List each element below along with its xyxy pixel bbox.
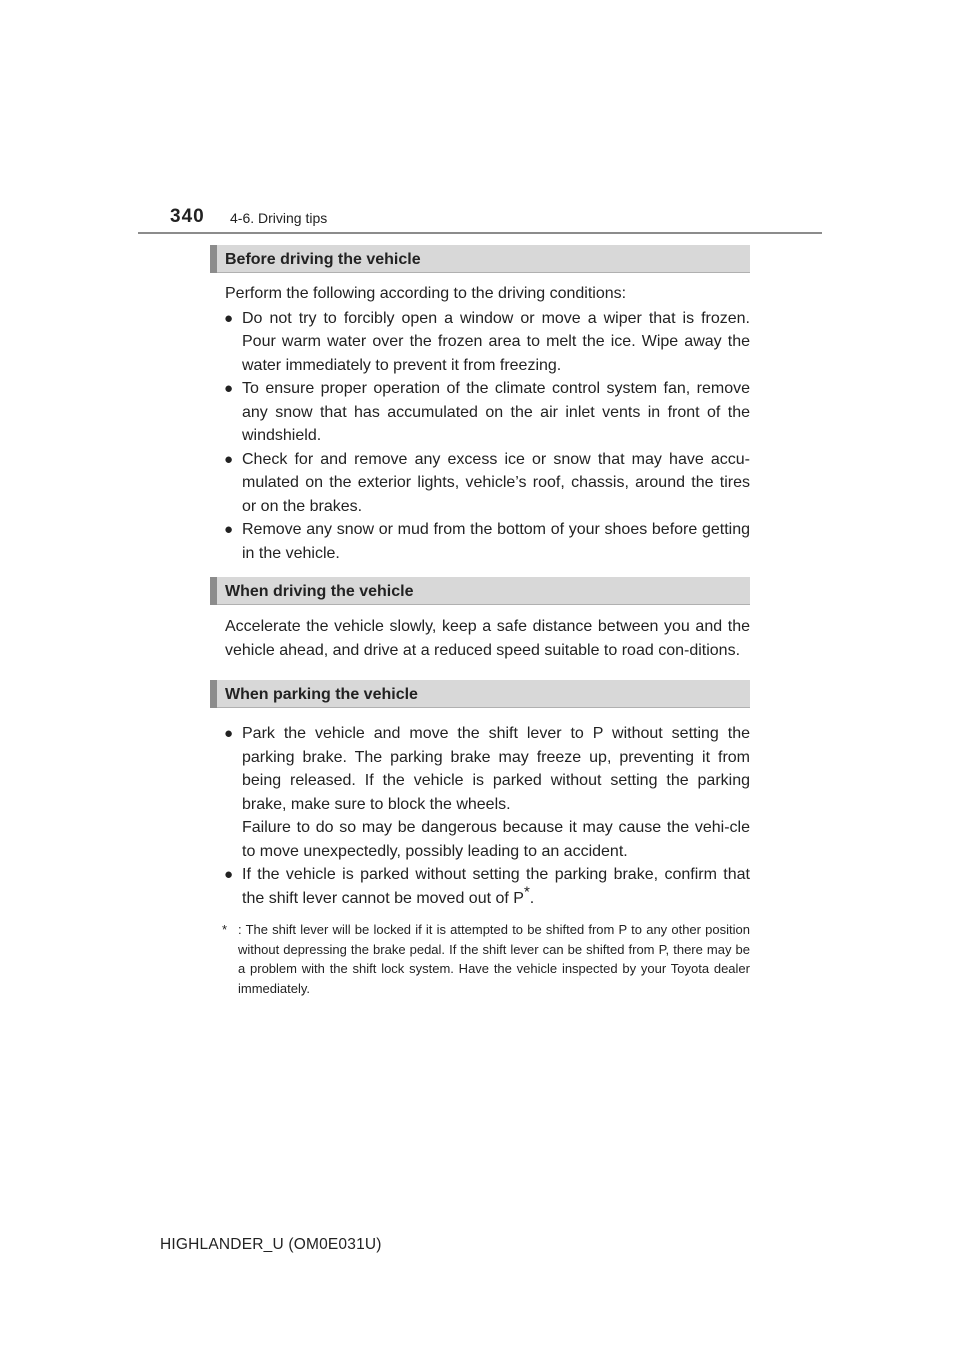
bullet-text: If the vehicle is parked without setting the parking brake, confirm that the shift lever cannot be moved out of P — [242, 866, 750, 907]
bullet-text: Remove any snow or mud from the bottom of your shoes before getting in the vehicle. — [242, 521, 750, 562]
section-paragraph: Accelerate the vehicle slowly, keep a safe distance between you and the vehicle ahead, and drive at a reduced speed suitable to road con-ditions. — [225, 618, 750, 659]
bullet-continuation: Failure to do so may be dangerous because it may cause the vehi-cle to move unexpectedly, possibly leading to an accident. — [242, 819, 750, 860]
section-heading-when-parking: When parking the vehicle — [210, 680, 750, 708]
section-heading-when-driving: When driving the vehicle — [210, 577, 750, 605]
chapter-section-title: 4-6. Driving tips — [230, 210, 328, 226]
bullet-text: Check for and remove any excess ice or snow that may have accu-mulated on the exterior lights, vehicle’s roof, chassis, around the tires or on the brakes. — [242, 450, 750, 515]
bullet-icon: ● — [224, 521, 234, 538]
bullet-icon: ● — [224, 309, 234, 327]
bullet-icon: ● — [224, 450, 234, 468]
bullet-icon: ● — [224, 866, 234, 883]
footnote-mark: * — [222, 922, 228, 937]
bullet-item — [210, 377, 750, 448]
sentence-period: . — [529, 889, 535, 907]
bullet-item — [210, 863, 750, 910]
bullet-text: To ensure proper operation of the climate control system fan, remove any snow that has accumulated on the air inlet vents in front of the windshield. — [242, 380, 750, 444]
footnote-text: : The shift lever will be locked if it is attempted to be shifted from P to any other position without depressing the brake pedal. If the shift lever can be shifted from P, there may be a problem with the shift lock system. Have the vehicle inspected by your Toyota dealer immediately. — [238, 922, 750, 996]
section-intro: Perform the following according to the driving conditions: — [225, 285, 627, 302]
bullet-text: Do not try to forcibly open a window or move a wiper that is frozen. Pour warm water over the frozen area to melt the ice. Wipe away the water immediately to prevent it from freezing. — [242, 309, 750, 374]
bullet-icon: ● — [224, 725, 234, 742]
main-content — [210, 245, 750, 998]
bullet-item — [210, 307, 750, 378]
bullet-item — [210, 722, 750, 863]
bullet-item — [210, 448, 750, 519]
footnote-reference: * — [523, 883, 530, 901]
bullet-item — [210, 518, 750, 565]
page-number: 340 — [170, 206, 205, 227]
page-header — [170, 203, 822, 235]
section-heading-before-driving: Before driving the vehicle — [210, 245, 750, 273]
bullet-icon: ● — [224, 380, 234, 397]
footnote — [210, 920, 750, 998]
manual-code-footer: HIGHLANDER_U (OM0E031U) — [160, 1236, 382, 1253]
header-divider — [138, 232, 822, 234]
bullet-text: Park the vehicle and move the shift lever to P without setting the parking brake. The parking brake may freeze up, preventing it from being released. If the vehicle is parked without setting the parking brake, make sure to block the wheels. — [242, 725, 750, 813]
